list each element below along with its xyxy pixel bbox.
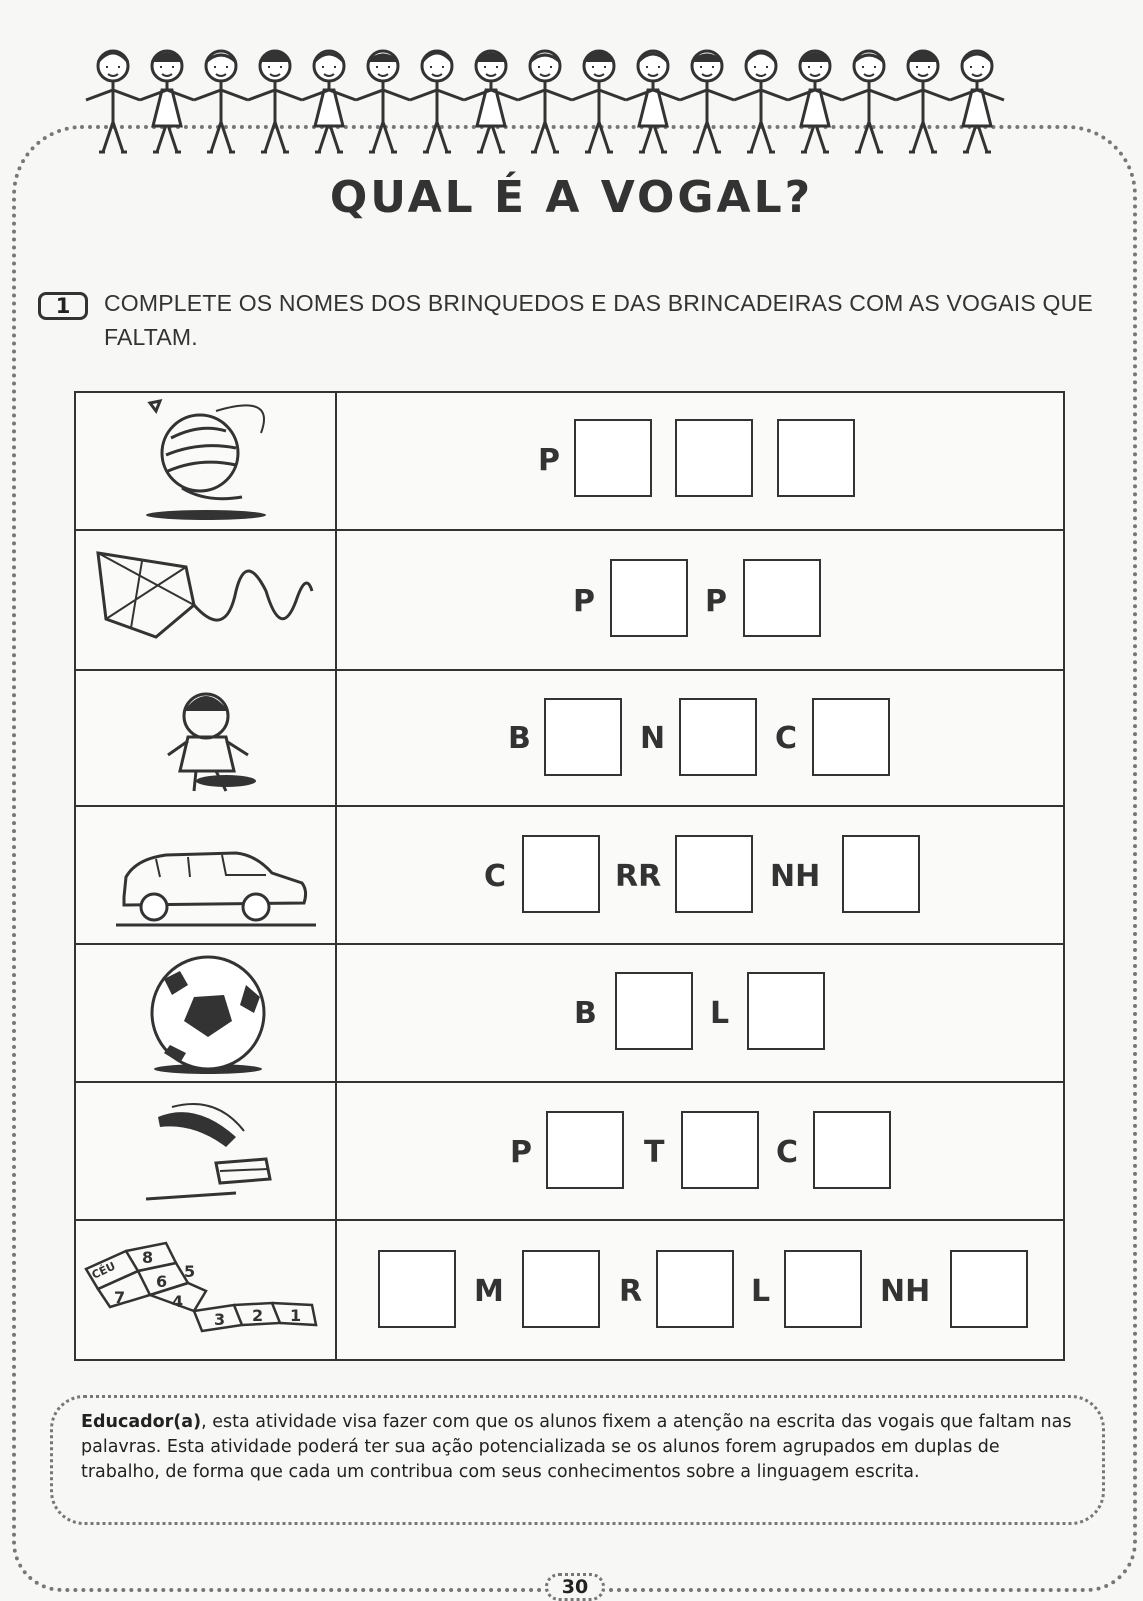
vowel-answer-box[interactable] [522,835,600,913]
vowel-answer-box[interactable] [675,835,753,913]
letter-prompt: L [710,996,730,1031]
child-figure [86,51,140,152]
letter-prompt: B [508,721,531,756]
shuttlecock-icon [76,1083,336,1223]
letter-prompt: P [573,584,595,619]
letter-prompt: C [484,859,507,894]
child-figure [680,51,734,152]
letter-prompt: NH [880,1274,931,1309]
letter-prompt: P [510,1135,532,1170]
image-cell [76,945,337,1083]
page-number: 30 [545,1573,605,1601]
svg-text:2: 2 [252,1306,264,1325]
svg-text:8: 8 [142,1248,154,1267]
vowel-answer-box[interactable] [378,1250,456,1328]
table-row [76,805,1063,945]
vowel-answer-box[interactable] [813,1111,891,1189]
child-figure [950,51,1004,152]
table-row [76,1219,1063,1359]
vowel-answer-box[interactable] [544,698,622,776]
svg-text:1: 1 [290,1306,302,1325]
letter-prompt: M [474,1274,504,1309]
vowel-answer-box[interactable] [812,698,890,776]
letter-prompt: C [776,1135,799,1170]
vowel-answer-box[interactable] [675,419,753,497]
child-figure [302,51,356,152]
educator-note [81,1410,1081,1485]
child-figure [626,51,680,152]
child-figure [140,51,194,152]
vowel-answer-box[interactable] [522,1250,600,1328]
hopscotch-label-sky: CÉU [89,1259,118,1282]
table-row [76,393,1063,531]
page-title: QUAL É A VOGAL? [329,172,814,223]
child-figure [842,51,896,152]
svg-text:7: 7 [114,1288,126,1307]
child-figure [194,51,248,152]
hopscotch-icon [76,1221,336,1361]
letter-prompt: R [619,1274,643,1309]
vowel-answer-box[interactable] [546,1111,624,1189]
image-cell [76,671,337,807]
letter-prompt: T [644,1135,665,1170]
vowel-answer-box[interactable] [950,1250,1028,1328]
educator-note-text: , esta atividade visa fazer com que os alunos fixem a atenção na escrita das vogais que faltam nas palavras. Esta atividade poderá ter sua ação potencializada se os alunos forem agrupados em duplas de trabalho, de forma que cada um contribua com seus conhecimentos sobre a linguagem escrita. [81,1412,1072,1482]
vowel-answer-box[interactable] [681,1111,759,1189]
word-completion-table [74,391,1065,1361]
letter-prompt: P [705,584,727,619]
toy-car-icon [76,807,336,947]
child-figure [410,51,464,152]
svg-text:4: 4 [172,1292,184,1311]
letter-prompt: B [574,996,597,1031]
kite-icon [76,531,336,671]
vowel-answer-box[interactable] [784,1250,862,1328]
image-cell [76,1221,337,1359]
doll-icon [76,671,336,809]
child-figure [572,51,626,152]
child-figure [896,51,950,152]
child-figure [788,51,842,152]
child-figure [464,51,518,152]
svg-text:3: 3 [214,1310,226,1329]
letter-prompt: L [751,1274,771,1309]
vowel-answer-box[interactable] [610,559,688,637]
letter-prompt: P [538,443,560,478]
vowel-answer-box[interactable] [747,972,825,1050]
educator-note-box [50,1395,1105,1525]
letter-prompt: RR [615,859,662,894]
vowel-answer-box[interactable] [615,972,693,1050]
svg-text:6: 6 [156,1272,168,1291]
image-cell [76,1083,337,1221]
letter-prompt: NH [770,859,821,894]
vowel-answer-box[interactable] [574,419,652,497]
children-holding-hands-illustration [85,30,1065,165]
vowel-answer-box[interactable] [743,559,821,637]
table-row [76,1081,1063,1221]
exercise-number-badge: 1 [38,292,88,320]
image-cell [76,807,337,945]
vowel-answer-box[interactable] [777,419,855,497]
child-figure [248,51,302,152]
child-figure [356,51,410,152]
letter-prompt: N [640,721,666,756]
vowel-answer-box[interactable] [656,1250,734,1328]
soccer-ball-icon [76,945,336,1085]
spinning-top-icon [76,393,336,531]
svg-text:5: 5 [184,1262,196,1281]
image-cell [76,531,337,669]
vowel-answer-box[interactable] [842,835,920,913]
educator-note-lead: Educador(a) [81,1412,202,1432]
child-figure [518,51,572,152]
instruction-text: COMPLETE OS NOMES DOS BRINQUEDOS E DAS BRINCADEIRAS COM AS VOGAIS QUE FALTAM. [104,290,1093,350]
letter-prompt: C [775,721,798,756]
table-row [76,529,1063,669]
table-row [76,669,1063,807]
image-cell [76,393,337,531]
child-figure [734,51,788,152]
table-row [76,943,1063,1083]
vowel-answer-box[interactable] [679,698,757,776]
